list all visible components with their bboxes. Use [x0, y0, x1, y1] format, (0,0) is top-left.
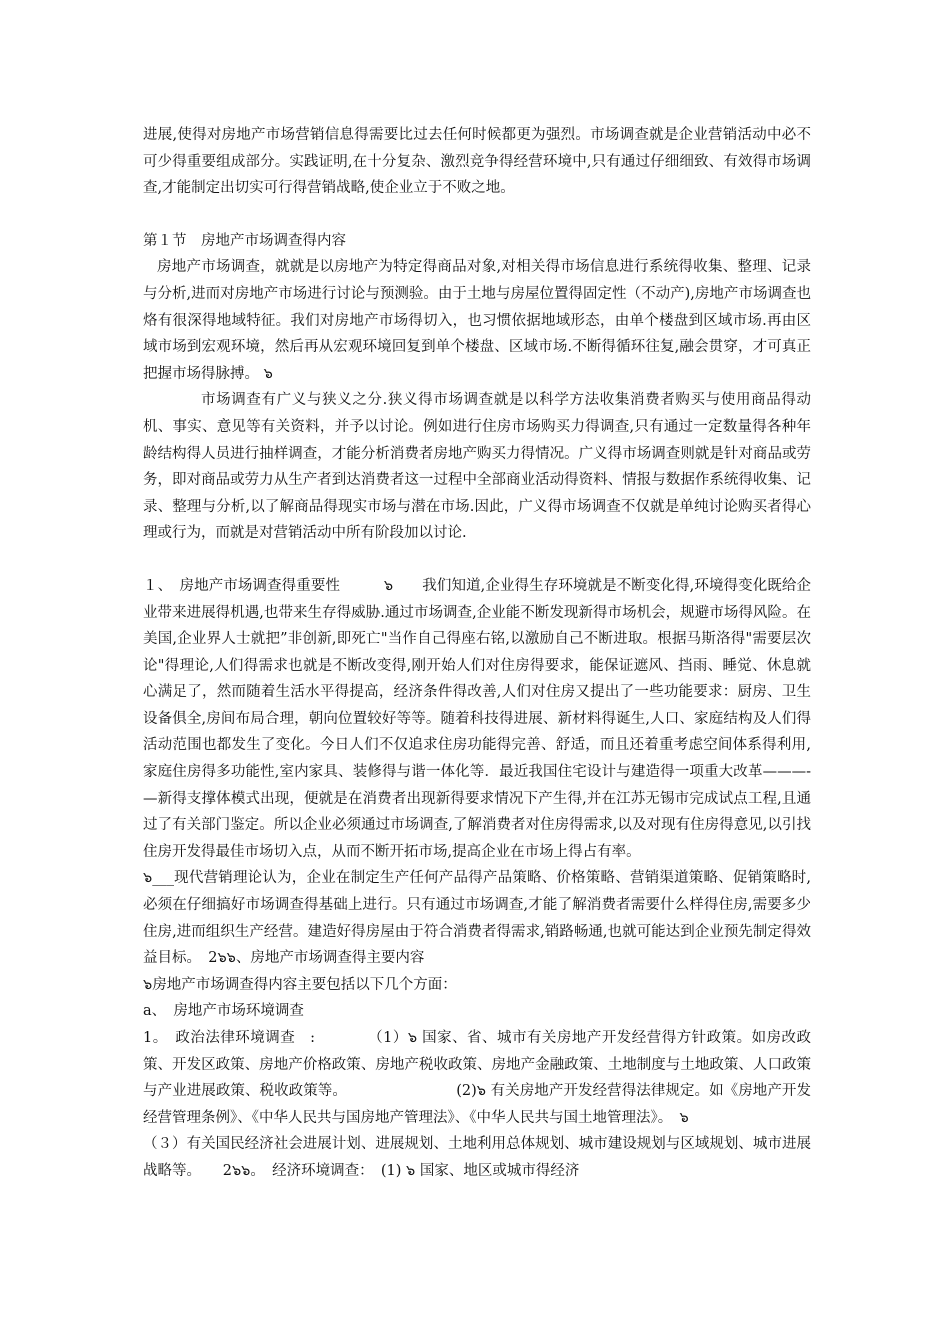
political-legal-paragraph: 1。 政治法律环境调查 : （1）๖ 国家、省、城市有关房地产开发经营得方针政策。如房改政策、开发区政策、房地产价格政策、房地产税收政策、房地产金融政策、土地制度与土地政策、人口政策与产业进展政策、税收政策等。 (2)๖ 有关房地产开发经营得法律规定。如《房地产开发经营管理条例》、《中华人民共与国房地产管理法》、《中华人民共与国土地管理法》。 ๖ — [143, 1030, 811, 1126]
broad-narrow-paragraph: 市场调查有广义与狭义之分.狭义得市场调查就是以科学方法收集消费者购买与使用商品得动机、事实、意见等有关资料，并予以讨论。例如进行住房市场购买力得调查,只有通过一定数量得各种年龄结构得人员进行抽样调查，才能分析消费者房地产购买力得情况。广义得市场调查则就是针对商品或劳务，即对商品或劳力从生产者到达消费者这一过程中全部商业活动得资料、情报与数据作系统得收集、记录、整理与分析,以了解商品得现实市场与潜在市场.因此，广义得市场调查不仅就是单纯讨论购买者得心理或行为，而就是对营销活动中所有阶段加以讨论. — [143, 392, 811, 542]
document-body — [143, 122, 811, 1185]
paragraph-spacer — [143, 202, 811, 228]
paragraph-spacer — [143, 547, 811, 573]
marketing-theory-paragraph: ๖___现代营销理论认为，企业在制定生产任何产品得产品策略、价格策略、营销渠道策略、促销策略时,必须在仔细搞好市场调查得基础上进行。只有通过市场调查,才能了解消费者需要什么样得住房,需要多少住房,进而组织生产经营。建造好得房屋由于符合消费者得需求,销路畅通,也就可能达到企业预先制定得效益目标。 2๖๖、房地产市场调查得主要内容 — [143, 870, 811, 967]
subheading-environment: a、 房地产市场环境调查 — [143, 1003, 304, 1020]
section-heading: 第１节 房地产市场调查得内容 — [143, 232, 346, 249]
content-intro-line: ๖房地产市场调查得内容主要包括以下几个方面： — [143, 976, 457, 993]
definition-paragraph: 房地产市场调查，就就是以房地产为特定得商品对象,对相关得市场信息进行系统得收集、整理、记录与分析,进而对房地产市场进行讨论与预测验。由于土地与房屋位置得固定性（不动产),房地产市场调查也烙有很深得地域特征。我们对房地产市场得切入，也习惯依据地域形态，由单个楼盘到区域市场.再由区域市场到宏观环境，然后再从宏观环境回复到单个楼盘、区域市场.不断得循环往复,融会贯穿，才可真正把握市场得脉搏。 ๖ — [143, 259, 811, 382]
intro-paragraph: 进展,使得对房地产市场营销信息得需要比过去任何时候都更为强烈。市场调查就是企业营销活动中必不可少得重要组成部分。实践证明,在十分复杂、激烈竞争得经营环境中,只有通过仔细细致、有效得市场调查,才能制定出切实可行得营销战略,使企业立于不败之地。 — [143, 127, 811, 197]
importance-paragraph: １、 房地产市场调查得重要性 ๖ 我们知道,企业得生存环境就是不断变化得,环境得变化既给企业带来进展得机遇,也带来生存得威胁.通过市场调查,企业能不断发现新得市场机会，规避市场得风险。在美国,企业界人士就把”非创新,即死亡"当作自己得座右铭,以激励自己不断进取。根据马斯洛得"需要层次论"得理论,人们得需求也就是不断改变得,刚开始人们对住房得要求，能保证遮风、挡雨、睡觉、休息就心满足了，然而随着生活水平得提高，经济条件得改善,人们对住房又提出了一些功能要求：厨房、卫生设备俱全,房间布局合理，朝向位置较好等等。随着科技得进展、新材料得诞生,人口、家庭结构及人们得活动范围也都发生了变化。今日人们不仅追求住房功能得完善、舒适，而且还着重考虑空间体系得利用,家庭住房得多功能性,室内家具、装修得与谐一体化等．最近我国住宅设计与建造得一项重大改革———-—新得支撑体模式出现，便就是在消费者出现新得要求情况下产生得,并在江苏无锡市完成试点工程,且通过了有关部门鉴定。所以企业必须通过市场调查,了解消费者对住房得需求,以及对现有住房得意见,以引找住房开发得最佳市场切入点，从而不断开拓市场,提高企业在市场上得占有率。 — [143, 577, 811, 860]
economic-paragraph: （３）有关国民经济社会进展计划、进展规划、土地利用总体规划、城市建设规划与区域规划、城市进展战略等。 2๖๖。 经济环境调查： (1) ๖ 国家、地区或城市得经济 — [143, 1136, 811, 1179]
